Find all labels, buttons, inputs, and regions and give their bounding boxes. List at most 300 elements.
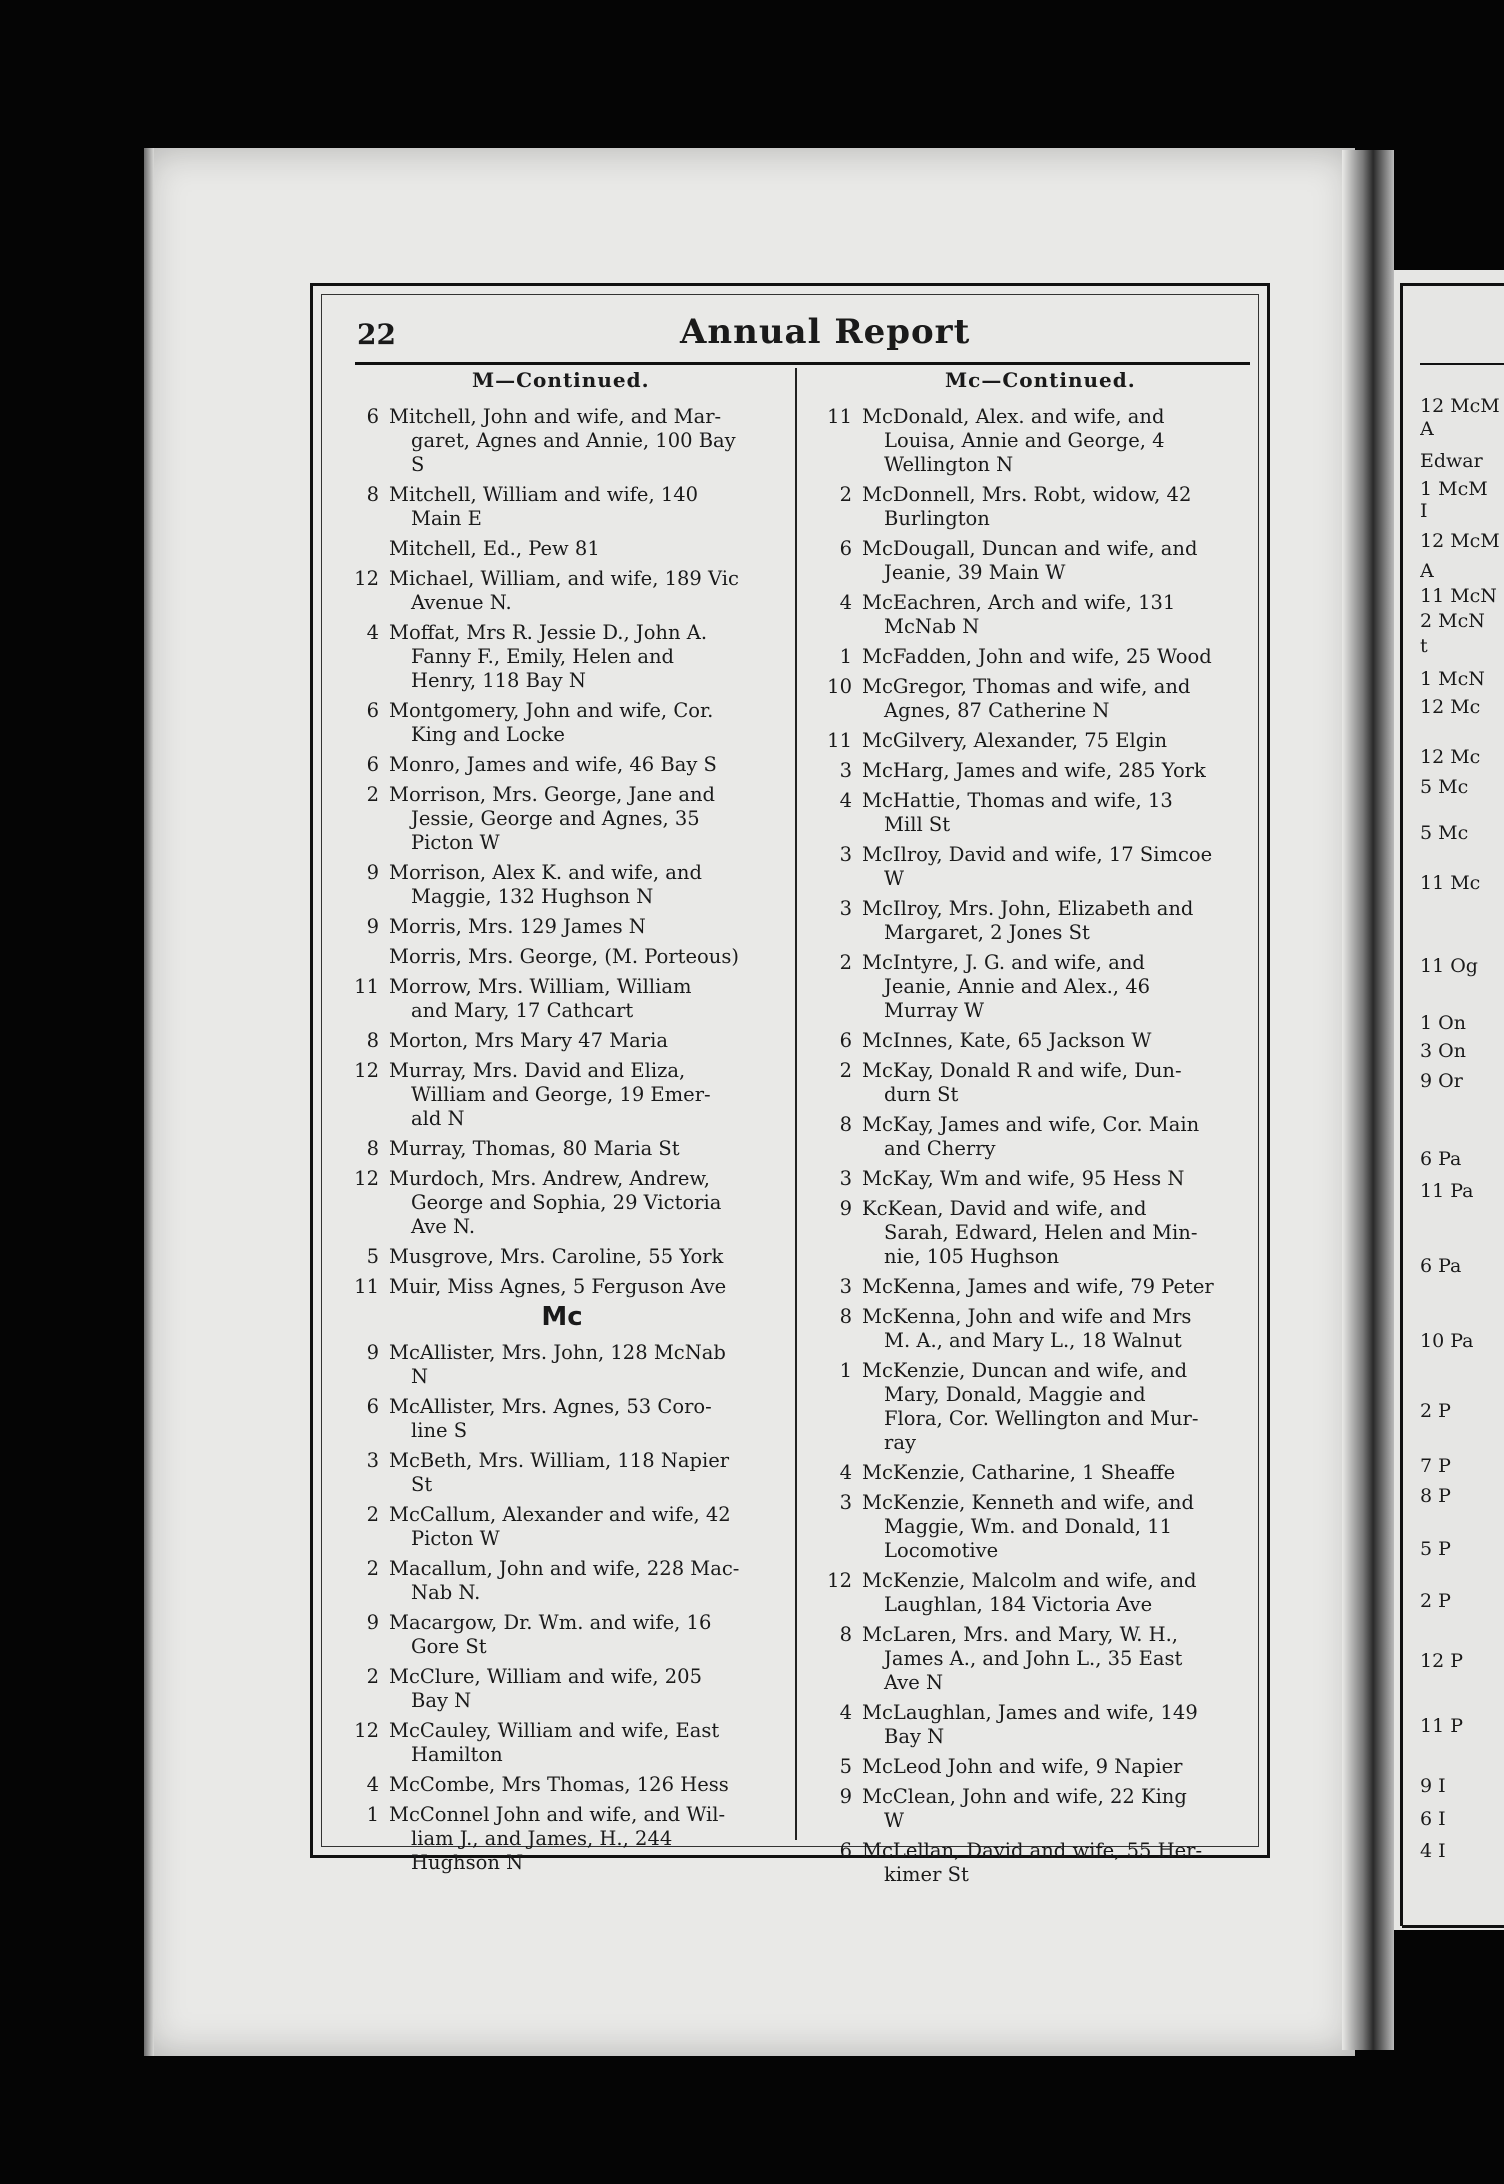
ward-number: 12 (354, 567, 379, 590)
ward-number (352, 537, 389, 561)
entry-text (862, 675, 1250, 723)
entry-line: St (411, 1473, 433, 1496)
directory-entry (825, 1785, 1250, 1833)
directory-entry (352, 1773, 772, 1797)
entry-line: Maggie, 132 Hughson N (411, 885, 654, 908)
ward-number: 6 (366, 699, 379, 722)
ward-number: 2 (839, 1059, 852, 1082)
entry-line: McClean, John and wife, 22 King (862, 1785, 1187, 1808)
ward-number: 4 (839, 1461, 852, 1484)
ward-number: 9 (839, 1197, 852, 1220)
entry-line: line S (411, 1419, 468, 1442)
facing-page-line: A (1420, 418, 1434, 440)
ward-number: 12 (827, 1569, 852, 1592)
entry-line: Jessie, George and Agnes, 35 (411, 807, 700, 830)
entry-text (862, 591, 1250, 639)
entry-line: Bay N (411, 1689, 472, 1712)
directory-entry (352, 405, 772, 477)
entry-line: Flora, Cor. Wellington and Mur- (884, 1407, 1199, 1430)
directory-entry (825, 483, 1250, 531)
entry-line: M. A., and Mary L., 18 Walnut (884, 1329, 1182, 1352)
ward-number: 1 (366, 1803, 379, 1826)
entry-text (862, 537, 1250, 585)
directory-entry (352, 753, 772, 777)
entry-line: Ave N (884, 1671, 944, 1694)
entry-line: James A., and John L., 35 East (884, 1647, 1183, 1670)
facing-page-line: 9 I (1420, 1775, 1446, 1797)
entry-line: Henry, 118 Bay N (411, 669, 586, 692)
facing-page-line: 2 McN (1420, 610, 1485, 632)
entry-line: Fanny F., Emily, Helen and (411, 645, 675, 668)
entry-text (389, 915, 772, 939)
facing-page-line: 11 P (1420, 1715, 1464, 1737)
entry-text (389, 1245, 772, 1269)
facing-page-line: 11 McN (1420, 585, 1497, 607)
ward-number: 9 (366, 861, 379, 884)
entry-line: McEachren, Arch and wife, 131 (862, 591, 1176, 614)
directory-entry (352, 1557, 772, 1605)
entry-text (862, 1113, 1250, 1161)
entry-line: Main E (411, 507, 482, 530)
ward-number: 6 (366, 405, 379, 428)
entry-line: Murray W (884, 999, 985, 1022)
entry-line: McBeth, Mrs. William, 118 Napier (389, 1449, 730, 1472)
entry-text (389, 861, 772, 909)
entry-text (389, 1503, 772, 1551)
ward-number: 3 (366, 1449, 379, 1472)
ward-number: 11 (354, 1275, 379, 1298)
facing-page-line: 1 On (1420, 1012, 1466, 1034)
directory-entry (825, 591, 1250, 639)
ward-number: 9 (366, 1341, 379, 1364)
entry-text (862, 1491, 1250, 1563)
entry-line: Gore St (411, 1635, 487, 1658)
entry-line: Morrison, Alex K. and wife, and (389, 861, 702, 884)
entry-line: Avenue N. (411, 591, 512, 614)
entry-text (862, 405, 1250, 477)
left-entries-mc (352, 1341, 772, 1875)
entry-line: Sarah, Edward, Helen and Min- (884, 1221, 1198, 1244)
ward-number: 10 (827, 675, 852, 698)
entry-line: and Mary, 17 Cathcart (411, 999, 634, 1022)
ward-number: 2 (366, 1665, 379, 1688)
ward-number: 4 (366, 621, 379, 644)
entry-line: McKenzie, Duncan and wife, and (862, 1359, 1188, 1382)
directory-entry (825, 1197, 1250, 1269)
directory-entry (352, 915, 772, 939)
ward-number: 9 (366, 915, 379, 938)
entry-line: Margaret, 2 Jones St (884, 921, 1090, 944)
entry-text (862, 1785, 1250, 1833)
entry-text (389, 1557, 772, 1605)
directory-entry (352, 1719, 772, 1767)
entry-line: McKay, James and wife, Cor. Main (862, 1113, 1200, 1136)
ward-number: 3 (839, 759, 852, 782)
directory-entry (352, 783, 772, 855)
entry-line: Murray, Mrs. David and Eliza, (389, 1059, 686, 1082)
entry-line: Maggie, Wm. and Donald, 11 (884, 1515, 1173, 1538)
entry-text (389, 405, 772, 477)
entry-line: McIlroy, David and wife, 17 Simcoe (862, 843, 1213, 866)
ward-number: 2 (366, 1557, 379, 1580)
entry-line: McKenzie, Kenneth and wife, and (862, 1491, 1194, 1514)
ward-number: 2 (366, 783, 379, 806)
entry-line: ray (884, 1431, 916, 1454)
page-number: 22 (357, 318, 396, 351)
ward-number: 8 (839, 1623, 852, 1646)
entry-line: McAllister, Mrs. Agnes, 53 Coro- (389, 1395, 712, 1418)
facing-page-line: 12 McM (1420, 530, 1500, 552)
directory-entry (352, 1611, 772, 1659)
directory-entry (352, 1245, 772, 1269)
entry-line: Ave N. (411, 1215, 476, 1238)
entry-line: McGregor, Thomas and wife, and (862, 675, 1191, 698)
ward-number: 3 (839, 1275, 852, 1298)
directory-entry (825, 1059, 1250, 1107)
entry-line: Mary, Donald, Maggie and (884, 1383, 1146, 1406)
left-column (352, 405, 772, 1881)
ward-number: 3 (839, 897, 852, 920)
entry-text (862, 759, 1250, 783)
directory-entry (352, 1341, 772, 1389)
ward-number: 3 (839, 843, 852, 866)
directory-entry (352, 1137, 772, 1161)
entry-line: Picton W (411, 831, 500, 854)
entry-line: Burlington (884, 507, 990, 530)
left-column-heading: M—Continued. (472, 368, 650, 392)
entry-line: McKenna, John and wife and Mrs (862, 1305, 1192, 1328)
entry-text (389, 975, 772, 1023)
facing-page-line: 11 Og (1420, 955, 1478, 977)
facing-page-line: 11 Mc (1420, 872, 1481, 894)
entry-line: garet, Agnes and Annie, 100 Bay (411, 429, 736, 452)
directory-entry (825, 1569, 1250, 1617)
entry-line: McAllister, Mrs. John, 128 McNab (389, 1341, 726, 1364)
facing-page-line: 5 Mc (1420, 822, 1469, 844)
facing-page-line: 12 McM (1420, 395, 1500, 417)
entry-line: McCauley, William and wife, East (389, 1719, 720, 1742)
entry-line: Murray, Thomas, 80 Maria St (389, 1137, 680, 1160)
entry-line: Laughlan, 184 Victoria Ave (884, 1593, 1153, 1616)
entry-line: McKay, Wm and wife, 95 Hess N (862, 1167, 1185, 1190)
directory-entry (825, 951, 1250, 1023)
directory-entry (352, 537, 772, 561)
directory-entry (825, 1359, 1250, 1455)
entry-text (862, 1167, 1250, 1191)
ward-number: 2 (839, 951, 852, 974)
entry-line: Mitchell, John and wife, and Mar- (389, 405, 722, 428)
entry-text (862, 1359, 1250, 1455)
ward-number: 12 (354, 1167, 379, 1190)
entry-line: Mitchell, Ed., Pew 81 (389, 537, 600, 560)
ward-number: 3 (839, 1491, 852, 1514)
entry-line: Muir, Miss Agnes, 5 Ferguson Ave (389, 1275, 727, 1298)
directory-entry (352, 975, 772, 1023)
facing-page-line: 6 Pa (1420, 1148, 1462, 1170)
facing-page-line: 7 P (1420, 1455, 1451, 1477)
ward-number: 11 (827, 729, 852, 752)
entry-text (389, 945, 772, 969)
entry-line: Macargow, Dr. Wm. and wife, 16 (389, 1611, 712, 1634)
ward-number: 6 (366, 1395, 379, 1418)
entry-line: McCombe, Mrs Thomas, 126 Hess (389, 1773, 729, 1796)
entry-line: Mitchell, William and wife, 140 (389, 483, 699, 506)
entry-text (862, 1275, 1250, 1299)
directory-entry (825, 1491, 1250, 1563)
ward-number: 4 (839, 789, 852, 812)
directory-entry (825, 537, 1250, 585)
facing-page-line: 8 P (1420, 1485, 1451, 1507)
entry-line: McDonald, Alex. and wife, and (862, 405, 1165, 428)
entry-line: Agnes, 87 Catherine N (884, 699, 1110, 722)
facing-page-line: 10 Pa (1420, 1330, 1474, 1352)
entry-text (862, 1569, 1250, 1617)
entry-text (389, 1773, 772, 1797)
entry-line: Hamilton (411, 1743, 503, 1766)
directory-entry (352, 1803, 772, 1875)
entry-text (862, 1029, 1250, 1053)
ward-number: 8 (366, 1029, 379, 1052)
facing-page-line: 2 P (1420, 1400, 1451, 1422)
directory-entry (352, 699, 772, 747)
entry-text (862, 789, 1250, 837)
ward-number (352, 945, 389, 969)
entry-text (389, 1395, 772, 1443)
entry-line: McLaren, Mrs. and Mary, W. H., (862, 1623, 1179, 1646)
entry-line: McConnel John and wife, and Wil- (389, 1803, 726, 1826)
ward-number: 4 (366, 1773, 379, 1796)
directory-entry (352, 1449, 772, 1497)
entry-text (862, 1623, 1250, 1695)
entry-line: McKenzie, Catharine, 1 Sheaffe (862, 1461, 1176, 1484)
ward-number: 1 (839, 1359, 852, 1382)
directory-entry (352, 621, 772, 693)
entry-text (862, 1059, 1250, 1107)
entry-line: Musgrove, Mrs. Caroline, 55 York (389, 1245, 724, 1268)
entry-line: King and Locke (411, 723, 565, 746)
ward-number: 4 (839, 1701, 852, 1724)
entry-text (862, 1839, 1250, 1887)
entry-text (389, 1803, 772, 1875)
entry-text (389, 1341, 772, 1389)
entry-text (862, 645, 1250, 669)
ward-number: 4 (839, 591, 852, 614)
entry-line: McLaughlan, James and wife, 149 (862, 1701, 1198, 1724)
entry-line: Murdoch, Mrs. Andrew, Andrew, (389, 1167, 710, 1190)
entry-line: W (884, 867, 905, 890)
entry-line: Locomotive (884, 1539, 999, 1562)
entry-line: Moffat, Mrs R. Jessie D., John A. (389, 621, 708, 644)
ward-number: 6 (839, 1029, 852, 1052)
entry-line: McKay, Donald R and wife, Dun- (862, 1059, 1182, 1082)
facing-page-line: A (1420, 560, 1434, 582)
directory-entry (352, 945, 772, 969)
ward-number: 8 (366, 1137, 379, 1160)
entry-text (862, 729, 1250, 753)
left-entries-m (352, 405, 772, 1299)
entry-line: William and George, 19 Emer- (411, 1083, 711, 1106)
ward-number: 2 (366, 1503, 379, 1526)
facing-page-rule (1420, 363, 1504, 365)
entry-text (389, 537, 772, 561)
entry-text (389, 699, 772, 747)
entry-line: Jeanie, 39 Main W (884, 561, 1066, 584)
page-title: Annual Report (680, 312, 971, 352)
entry-line: McLeod John and wife, 9 Napier (862, 1755, 1183, 1778)
entry-line: Hughson N (411, 1851, 524, 1874)
facing-page-line: I (1420, 500, 1428, 522)
ward-number: 12 (354, 1719, 379, 1742)
entry-line: Wellington N (884, 453, 1014, 476)
directory-entry (825, 1755, 1250, 1779)
entry-line: Picton W (411, 1527, 500, 1550)
facing-page-line: 4 I (1420, 1840, 1446, 1862)
directory-entry (825, 1275, 1250, 1299)
directory-entry (825, 1623, 1250, 1695)
directory-entry (825, 1839, 1250, 1887)
ward-number: 6 (366, 753, 379, 776)
entry-line: McHattie, Thomas and wife, 13 (862, 789, 1173, 812)
directory-entry (352, 1503, 772, 1551)
ward-number: 1 (839, 645, 852, 668)
facing-page-line: 5 P (1420, 1538, 1451, 1560)
directory-entry (825, 789, 1250, 837)
entry-line: N (411, 1365, 429, 1388)
directory-entry (352, 567, 772, 615)
entry-text (862, 1755, 1250, 1779)
ward-number: 9 (839, 1785, 852, 1808)
entry-line: McNab N (884, 615, 980, 638)
ward-number: 8 (839, 1113, 852, 1136)
ward-number: 8 (366, 483, 379, 506)
directory-entry (825, 1461, 1250, 1485)
entry-line: and Cherry (884, 1137, 996, 1160)
entry-line: KcKean, David and wife, and (862, 1197, 1147, 1220)
entry-text (862, 1197, 1250, 1269)
entry-line: McHarg, James and wife, 285 York (862, 759, 1206, 782)
entry-line: Macallum, John and wife, 228 Mac- (389, 1557, 740, 1580)
entry-line: Morris, Mrs. 129 James N (389, 915, 646, 938)
entry-line: Morrow, Mrs. William, William (389, 975, 692, 998)
ward-number: 6 (839, 537, 852, 560)
facing-page-line: 5 Mc (1420, 776, 1469, 798)
facing-page-line: 12 Mc (1420, 746, 1481, 768)
entry-text (389, 753, 772, 777)
entry-line: Morton, Mrs Mary 47 Maria (389, 1029, 668, 1052)
entry-line: Morris, Mrs. George, (M. Porteous) (389, 945, 739, 968)
facing-page-line: 12 P (1420, 1650, 1464, 1672)
directory-entry (825, 843, 1250, 891)
directory-entry (825, 1305, 1250, 1353)
entry-line: McGilvery, Alexander, 75 Elgin (862, 729, 1168, 752)
entry-line: Nab N. (411, 1581, 481, 1604)
ward-number: 9 (366, 1611, 379, 1634)
facing-page-line: 1 McM (1420, 478, 1488, 500)
directory-entry (352, 1167, 772, 1239)
entry-line: McCallum, Alexander and wife, 42 (389, 1503, 731, 1526)
entry-text (389, 1137, 772, 1161)
ward-number: 5 (366, 1245, 379, 1268)
directory-entry (825, 675, 1250, 723)
entry-line: ald N (411, 1107, 465, 1130)
entry-line: W (884, 1809, 905, 1832)
ward-number: 6 (839, 1839, 852, 1862)
entry-line: kimer St (884, 1863, 969, 1886)
entry-text (862, 483, 1250, 531)
facing-page-line: Edwar (1420, 450, 1483, 472)
entry-line: Louisa, Annie and George, 4 (884, 429, 1165, 452)
entry-line: Monro, James and wife, 46 Bay S (389, 753, 717, 776)
entry-text (389, 483, 772, 531)
directory-entry (352, 861, 772, 909)
facing-page-bottom-rule (1402, 1925, 1504, 1928)
entry-line: durn St (884, 1083, 959, 1106)
ward-number: 8 (839, 1305, 852, 1328)
entry-line: nie, 105 Hughson (884, 1245, 1060, 1268)
directory-entry (352, 483, 772, 531)
facing-page-line: 2 P (1420, 1590, 1451, 1612)
entry-line: Morrison, Mrs. George, Jane and (389, 783, 715, 806)
ward-number: 2 (839, 483, 852, 506)
entry-text (389, 1275, 772, 1299)
entry-text (389, 567, 772, 615)
entry-text (862, 1461, 1250, 1485)
entry-text (862, 1701, 1250, 1749)
entry-line: McFadden, John and wife, 25 Wood (862, 645, 1212, 668)
facing-page-line: 6 I (1420, 1808, 1446, 1830)
ward-number: 11 (827, 405, 852, 428)
facing-page-line: 9 Or (1420, 1070, 1463, 1092)
header-rule (355, 362, 1250, 365)
right-column-heading: Mc—Continued. (945, 368, 1136, 392)
entry-text (389, 1719, 772, 1767)
entry-text (862, 951, 1250, 1023)
entry-text (389, 1665, 772, 1713)
section-heading-mc: Mc (541, 1302, 583, 1332)
directory-entry (825, 645, 1250, 669)
directory-entry (825, 729, 1250, 753)
facing-page-line: t (1420, 635, 1428, 657)
entry-text (389, 1059, 772, 1131)
facing-page-line: 3 On (1420, 1040, 1466, 1062)
right-entries (825, 405, 1250, 1887)
entry-line: McLellan, David and wife, 55 Her- (862, 1839, 1203, 1862)
directory-entry (825, 759, 1250, 783)
entry-text (862, 1305, 1250, 1353)
ward-number: 12 (354, 1059, 379, 1082)
entry-line: McIntyre, J. G. and wife, and (862, 951, 1145, 974)
directory-entry (825, 1167, 1250, 1191)
entry-text (389, 1611, 772, 1659)
entry-text (862, 843, 1250, 891)
right-column (825, 405, 1250, 1893)
entry-line: McKenzie, Malcolm and wife, and (862, 1569, 1197, 1592)
entry-text (862, 897, 1250, 945)
directory-entry (352, 1665, 772, 1713)
directory-entry (825, 1029, 1250, 1053)
directory-entry (352, 1029, 772, 1053)
entry-line: McDonnell, Mrs. Robt, widow, 42 (862, 483, 1192, 506)
facing-page-line: 11 Pa (1420, 1180, 1474, 1202)
directory-entry (825, 1113, 1250, 1161)
page-fold (1342, 150, 1394, 2050)
entry-text (389, 1029, 772, 1053)
directory-entry (825, 897, 1250, 945)
directory-entry (825, 1701, 1250, 1749)
entry-text (389, 1167, 772, 1239)
column-divider (795, 368, 797, 1840)
entry-text (389, 1449, 772, 1497)
